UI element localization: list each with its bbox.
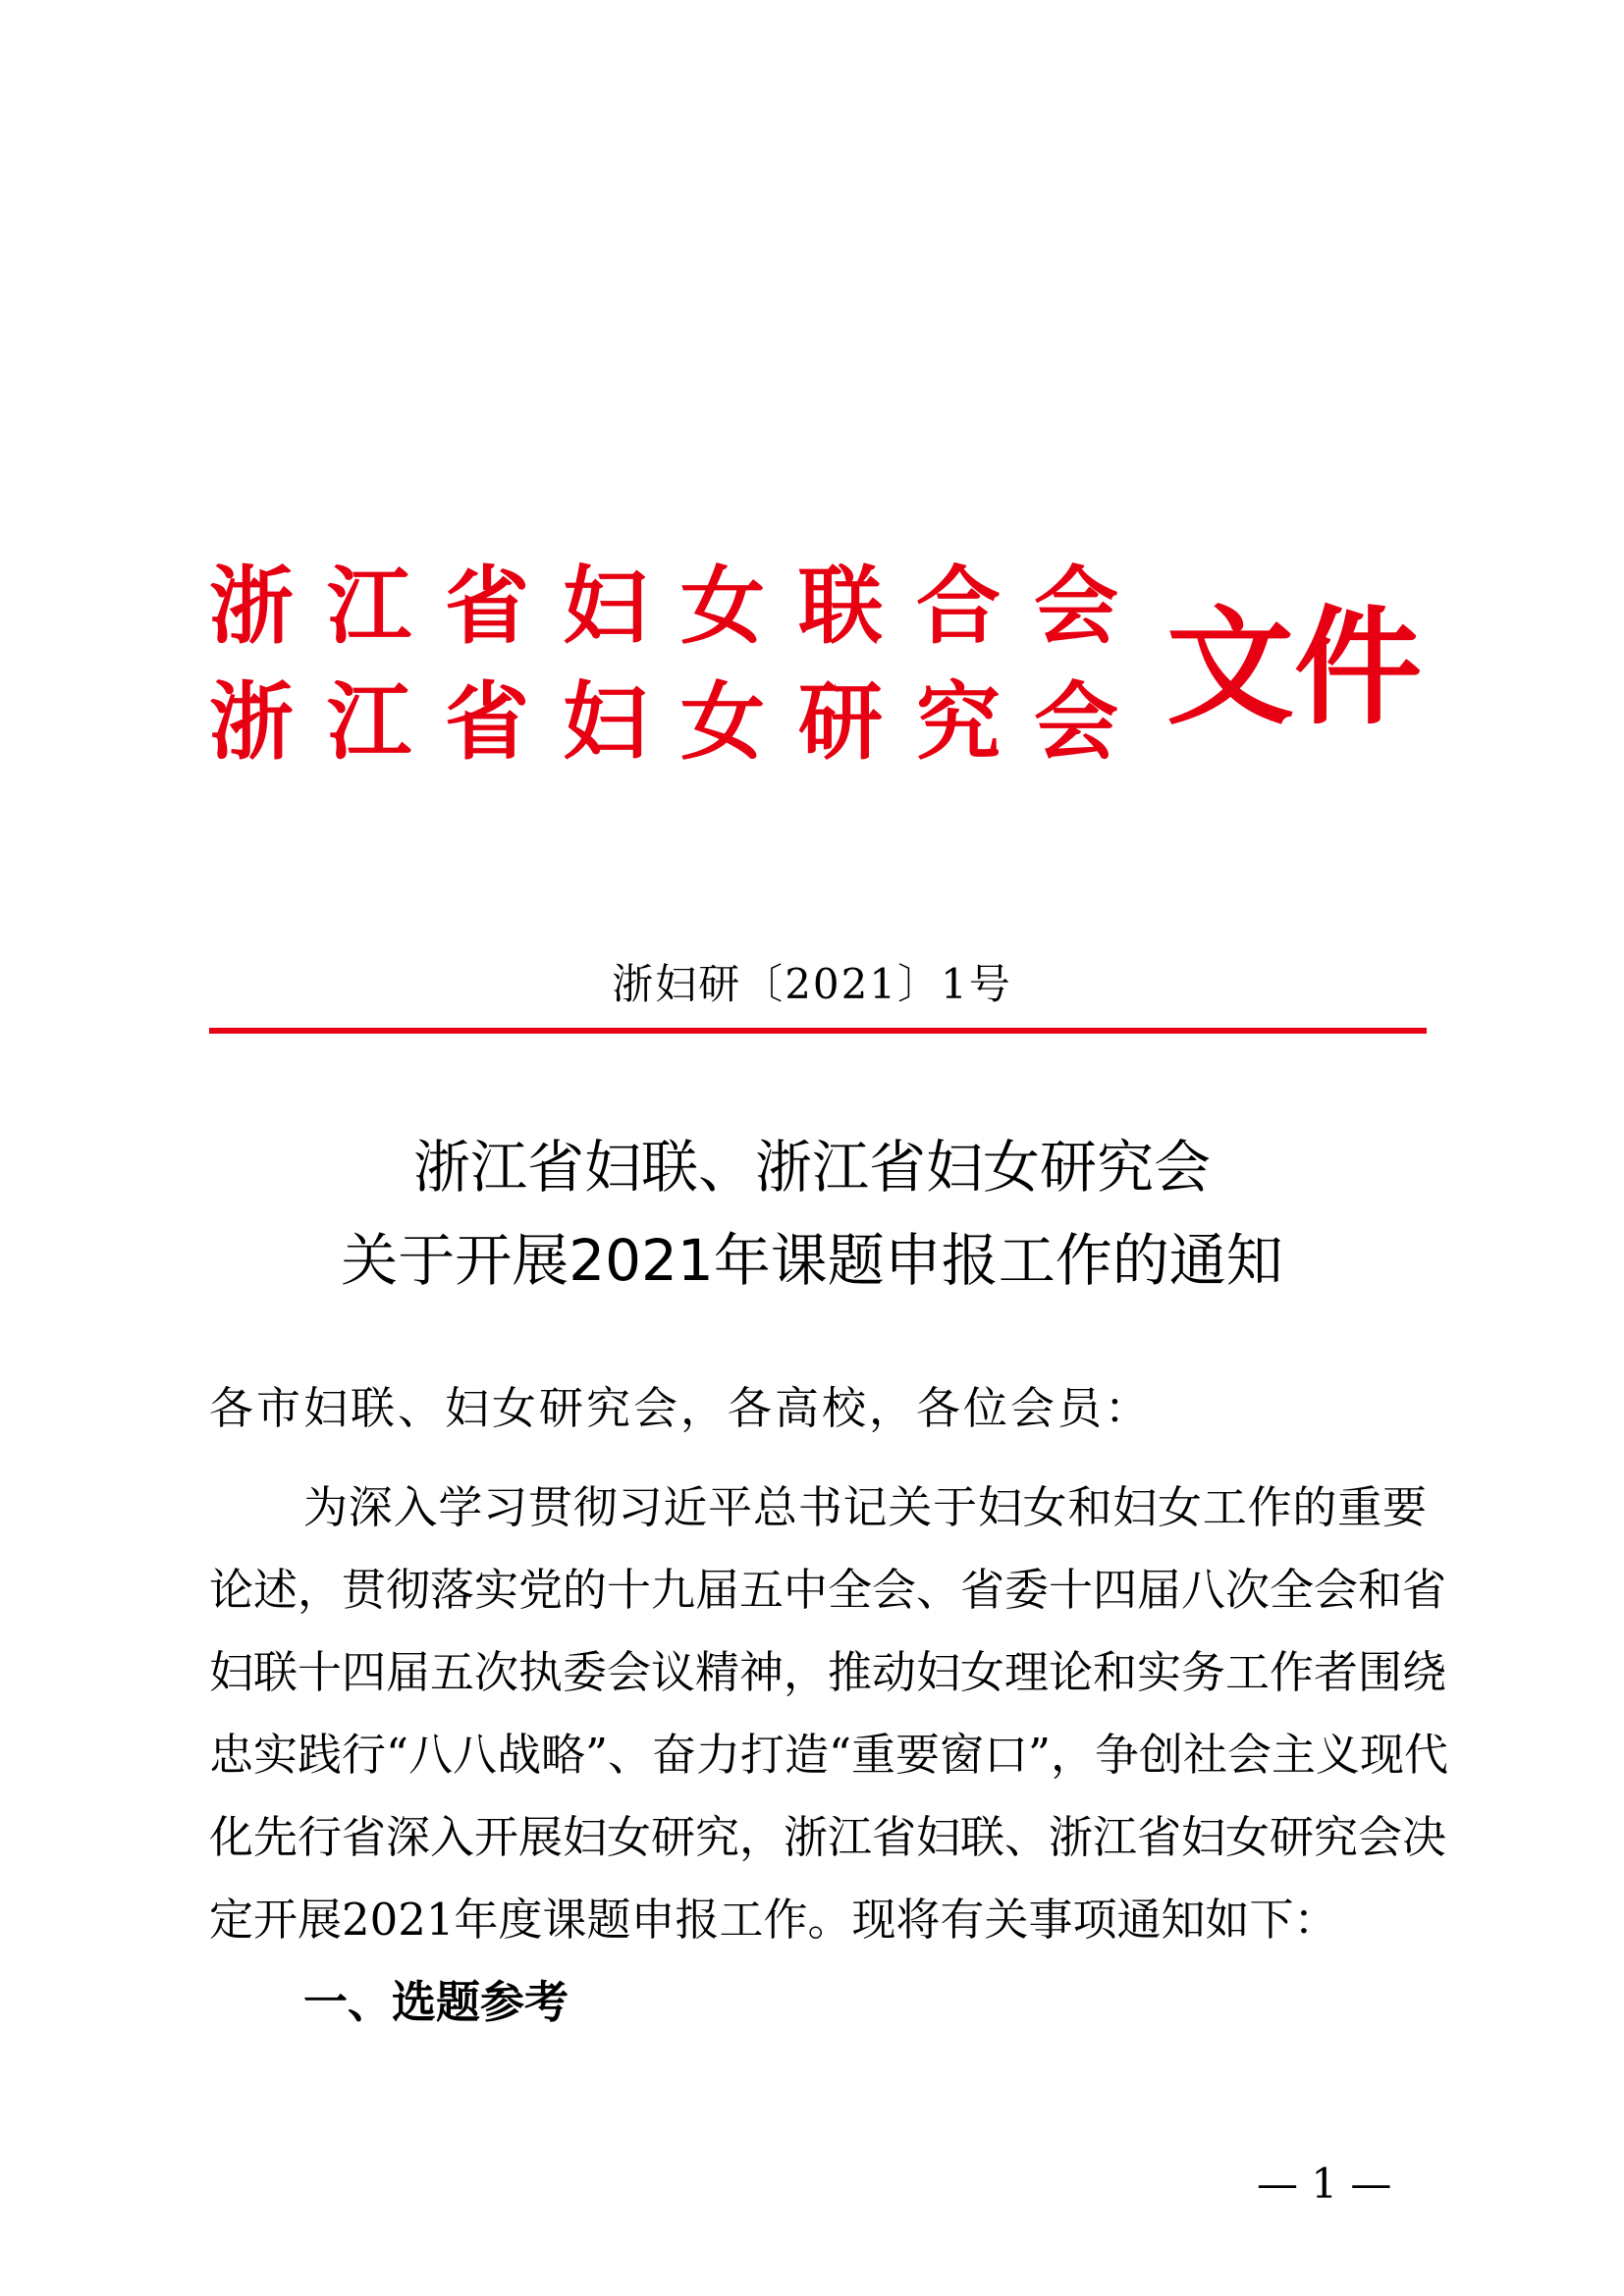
paragraph-line: 忠实践行“八八战略”、奋力打造“重要窗口”，争创社会主义现代 <box>209 1729 1449 1781</box>
paragraph-line: 定开展2021年度课题申报工作。现将有关事项通知如下： <box>209 1894 1338 1946</box>
title-line-1: 浙江省妇联、浙江省妇女研究会 <box>412 1134 1211 1201</box>
issuer-name-women-research-society: 浙江省妇女研究会 <box>209 673 1152 772</box>
paragraph-line: 妇联十四届五次执委会议精神，推动妇女理论和实务工作者围绕 <box>209 1646 1447 1698</box>
document-word: 文件 <box>1166 593 1423 742</box>
page-number: — 1 — <box>1257 2160 1392 2208</box>
salutation: 各市妇联、妇女研究会，各高校，各位会员： <box>209 1382 1153 1434</box>
paragraph-line: 论述，贯彻落实党的十九届五中全会、省委十四届八次全会和省 <box>209 1564 1447 1616</box>
document-number: 浙妇研〔2021〕1号 <box>612 960 1012 1008</box>
issuer-name-women-federation: 浙江省妇女联合会 <box>209 558 1152 656</box>
paragraph-line: 化先行省深入开展妇女研究，浙江省妇联、浙江省妇女研究会决 <box>209 1811 1447 1863</box>
letterhead <box>209 558 1427 800</box>
section-heading: 一、选题参考 <box>303 1976 569 2028</box>
title-line-2: 关于开展2021年课题申报工作的通知 <box>341 1227 1283 1294</box>
red-divider-line <box>209 1028 1427 1034</box>
paragraph-line: 为深入学习贯彻习近平总书记关于妇女和妇女工作的重要 <box>303 1481 1427 1533</box>
